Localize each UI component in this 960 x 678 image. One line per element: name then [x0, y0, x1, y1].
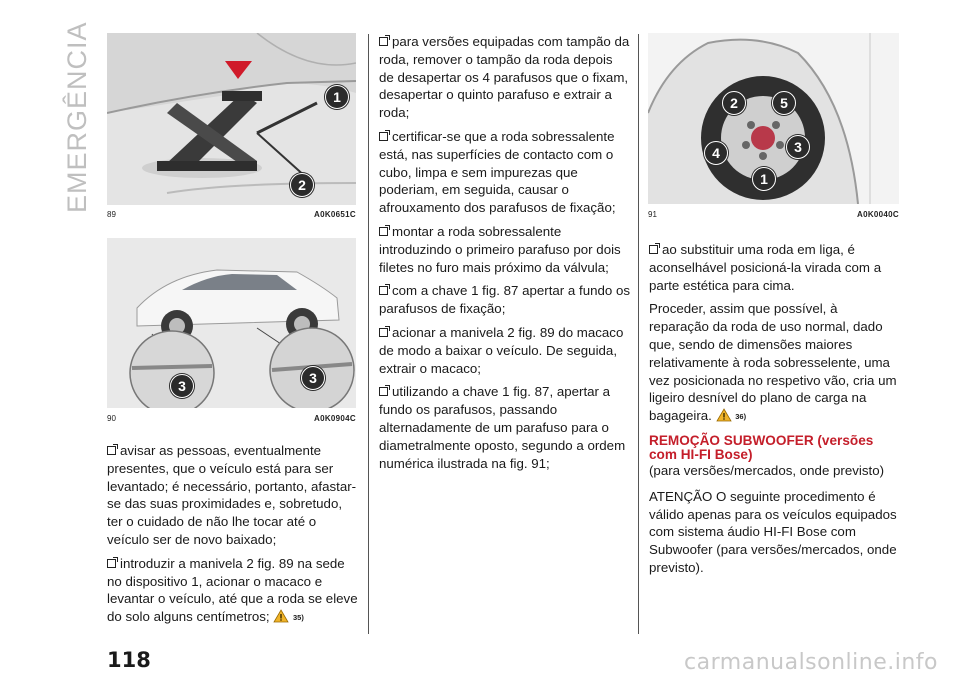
callout-1: 1	[325, 85, 349, 109]
figure-number: 91	[648, 210, 657, 219]
note-reference: 36)	[735, 412, 747, 422]
paragraph: ATENÇÃO O seguinte procedimento é válido apenas para os veículos equipados com sistema áudio HI-FI Bose com Subwoofer (para versões/mercados, onde previsto).	[649, 488, 897, 575]
list-item	[107, 442, 359, 549]
callout-2: 2	[290, 173, 314, 197]
column-3-text	[649, 241, 899, 583]
column-1-text	[107, 442, 359, 633]
list-item-text: certificar-se que a roda sobressalente está, nas superfícies de contacto com o cubo, limpa e sem impurezas que poderiam, em seguida, causar o afrouxamento dos parafusos de fixação;	[379, 128, 616, 216]
list-item	[379, 33, 631, 122]
checkbox-bullet-icon	[379, 286, 388, 295]
checkbox-bullet-icon	[107, 446, 116, 455]
list-item	[379, 223, 631, 276]
paragraph	[649, 300, 899, 426]
section-heading: REMOÇÃO SUBWOOFER (versões com HI-FI Bose)	[649, 432, 874, 462]
checkbox-bullet-icon	[649, 245, 658, 254]
jack-illustration	[107, 33, 356, 205]
column-divider	[638, 34, 639, 634]
callout-3-left: 3	[170, 374, 194, 398]
list-item	[379, 383, 631, 472]
list-item	[379, 128, 631, 217]
list-item-text: ao substituir uma roda em liga, é aconselhável posicioná-la virada com a parte estética para cima.	[649, 242, 882, 293]
checkbox-bullet-icon	[379, 387, 388, 396]
list-item	[379, 282, 631, 318]
checkbox-bullet-icon	[379, 132, 388, 141]
callout-5: 5	[772, 91, 796, 115]
figure-90-caption	[107, 414, 356, 423]
list-item-text: introduzir a manivela 2 fig. 89 na sede no dispositivo 1, acionar o macaco e levantar o veículo, até que a roda se eleve do solo alguns centímetros;	[107, 555, 358, 625]
watermark: carmanualsonline.info	[684, 650, 938, 675]
list-item	[379, 324, 631, 377]
figure-number: 90	[107, 414, 116, 423]
figure-89-caption	[107, 210, 356, 219]
section-title: EMERGÊNCIA	[62, 21, 92, 213]
checkbox-bullet-icon	[379, 227, 388, 236]
figure-89-image	[107, 33, 356, 205]
warning-icon	[273, 609, 289, 623]
list-item-text: montar a roda sobressalente introduzindo o primeiro parafuso por dois filetes no furo mais próximo da válvula;	[379, 223, 621, 275]
figure-90-image	[107, 238, 356, 408]
figure-number: 89	[107, 210, 116, 219]
checkbox-bullet-icon	[107, 559, 116, 568]
list-item-text: acionar a manivela 2 fig. 89 do macaco de modo a baixar o veículo. De seguida, extrair o macaco;	[379, 324, 624, 376]
subheading: (para versões/mercados, onde previsto)	[649, 462, 885, 478]
callout-1: 1	[752, 167, 776, 191]
list-item	[107, 555, 359, 627]
list-item-text: com a chave 1 fig. 87 apertar a fundo os parafusos de fixação;	[379, 283, 631, 317]
figure-code: A0K0904C	[314, 414, 356, 423]
list-item-text: utilizando a chave 1 fig. 87, apertar a fundo os parafusos, passando alternadamente de um parafuso para o diametralmente oposto, segundo a ordem numérica ilustrada na fig. 91;	[379, 384, 626, 471]
figure-code: A0K0651C	[314, 210, 356, 219]
page-number: 118	[107, 648, 151, 672]
checkbox-bullet-icon	[379, 37, 388, 46]
figure-code: A0K0040C	[857, 210, 899, 219]
figure-91-caption	[648, 210, 899, 219]
callout-3-right: 3	[301, 366, 325, 390]
checkbox-bullet-icon	[379, 328, 388, 337]
callout-3: 3	[786, 135, 810, 159]
warning-icon	[716, 408, 732, 422]
note-reference: 35)	[293, 613, 304, 623]
list-item-text: avisar as pessoas, eventualmente presentes, que o veículo está para ser levantado; é necessário, portanto, afastar-se das suas proximidades e, sobretudo, ter o cuidado de não lhe tocar até o veículo ser de novo baixado;	[107, 443, 357, 547]
list-item	[649, 241, 899, 294]
figure-91-image	[648, 33, 899, 204]
list-item-text: para versões equipadas com tampão da roda, remover o tampão da roda depois de desapertar os 4 parafusos que o fixam, desapertar o quinto parafuso e extrair a roda;	[379, 34, 630, 121]
callout-4: 4	[704, 141, 728, 165]
column-2-text	[379, 33, 631, 478]
callout-2: 2	[722, 91, 746, 115]
column-divider	[368, 34, 369, 634]
paragraph-text: Proceder, assim que possível, à reparação da roda de uso normal, dado que, sendo de dimensões maiores relativamente à roda sobresselente, uma vez posicionada no respetivo vão, cria um ligeiro desnível do plano de carga na bagageira.	[649, 301, 897, 424]
